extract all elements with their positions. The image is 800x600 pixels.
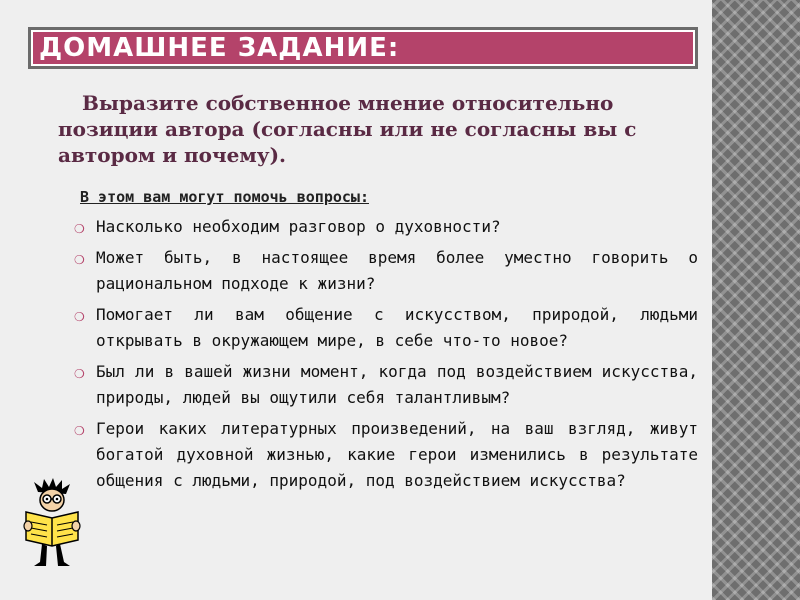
slide-title: ДОМАШНЕЕ ЗАДАНИЕ: [39, 33, 400, 63]
question-text: Был ли в вашей жизни момент, когда под воздействием искусства, природы, людей вы ощутили себя талантливым? [96, 362, 698, 407]
target-bullet-icon: ❍ [74, 222, 85, 236]
question-item [72, 302, 698, 354]
questions-list [72, 214, 698, 499]
title-bar [28, 27, 698, 69]
question-text: Может быть, в настоящее время более уместно говорить о рациональном подходе к жизни? [96, 248, 698, 293]
question-text: Герои каких литературных произведений, на ваш взгляд, живут богатой духовной жизнью, какие герои изменились в результате общения с людьми, природой, под воздействием искусства? [96, 419, 698, 490]
helper-heading: В этом вам могут помочь вопросы: [80, 188, 369, 206]
question-text: Насколько необходим разговор о духовности? [96, 217, 501, 236]
question-item [72, 245, 698, 297]
decorative-side-pattern [712, 0, 800, 600]
question-item [72, 359, 698, 411]
reading-man-clipart [20, 478, 85, 568]
target-bullet-icon: ❍ [74, 424, 85, 438]
target-bullet-icon: ❍ [74, 310, 85, 324]
target-bullet-icon: ❍ [74, 367, 85, 381]
question-text: Помогает ли вам общение с искусством, природой, людьми открывать в окружающем мире, в себе что-то новое? [96, 305, 698, 350]
target-bullet-icon: ❍ [74, 253, 85, 267]
question-item [72, 214, 698, 240]
question-item [72, 416, 698, 494]
task-text: Выразите собственное мнение относительно позиции автора (согласны или не согласны вы с автором и почему). [58, 91, 637, 167]
